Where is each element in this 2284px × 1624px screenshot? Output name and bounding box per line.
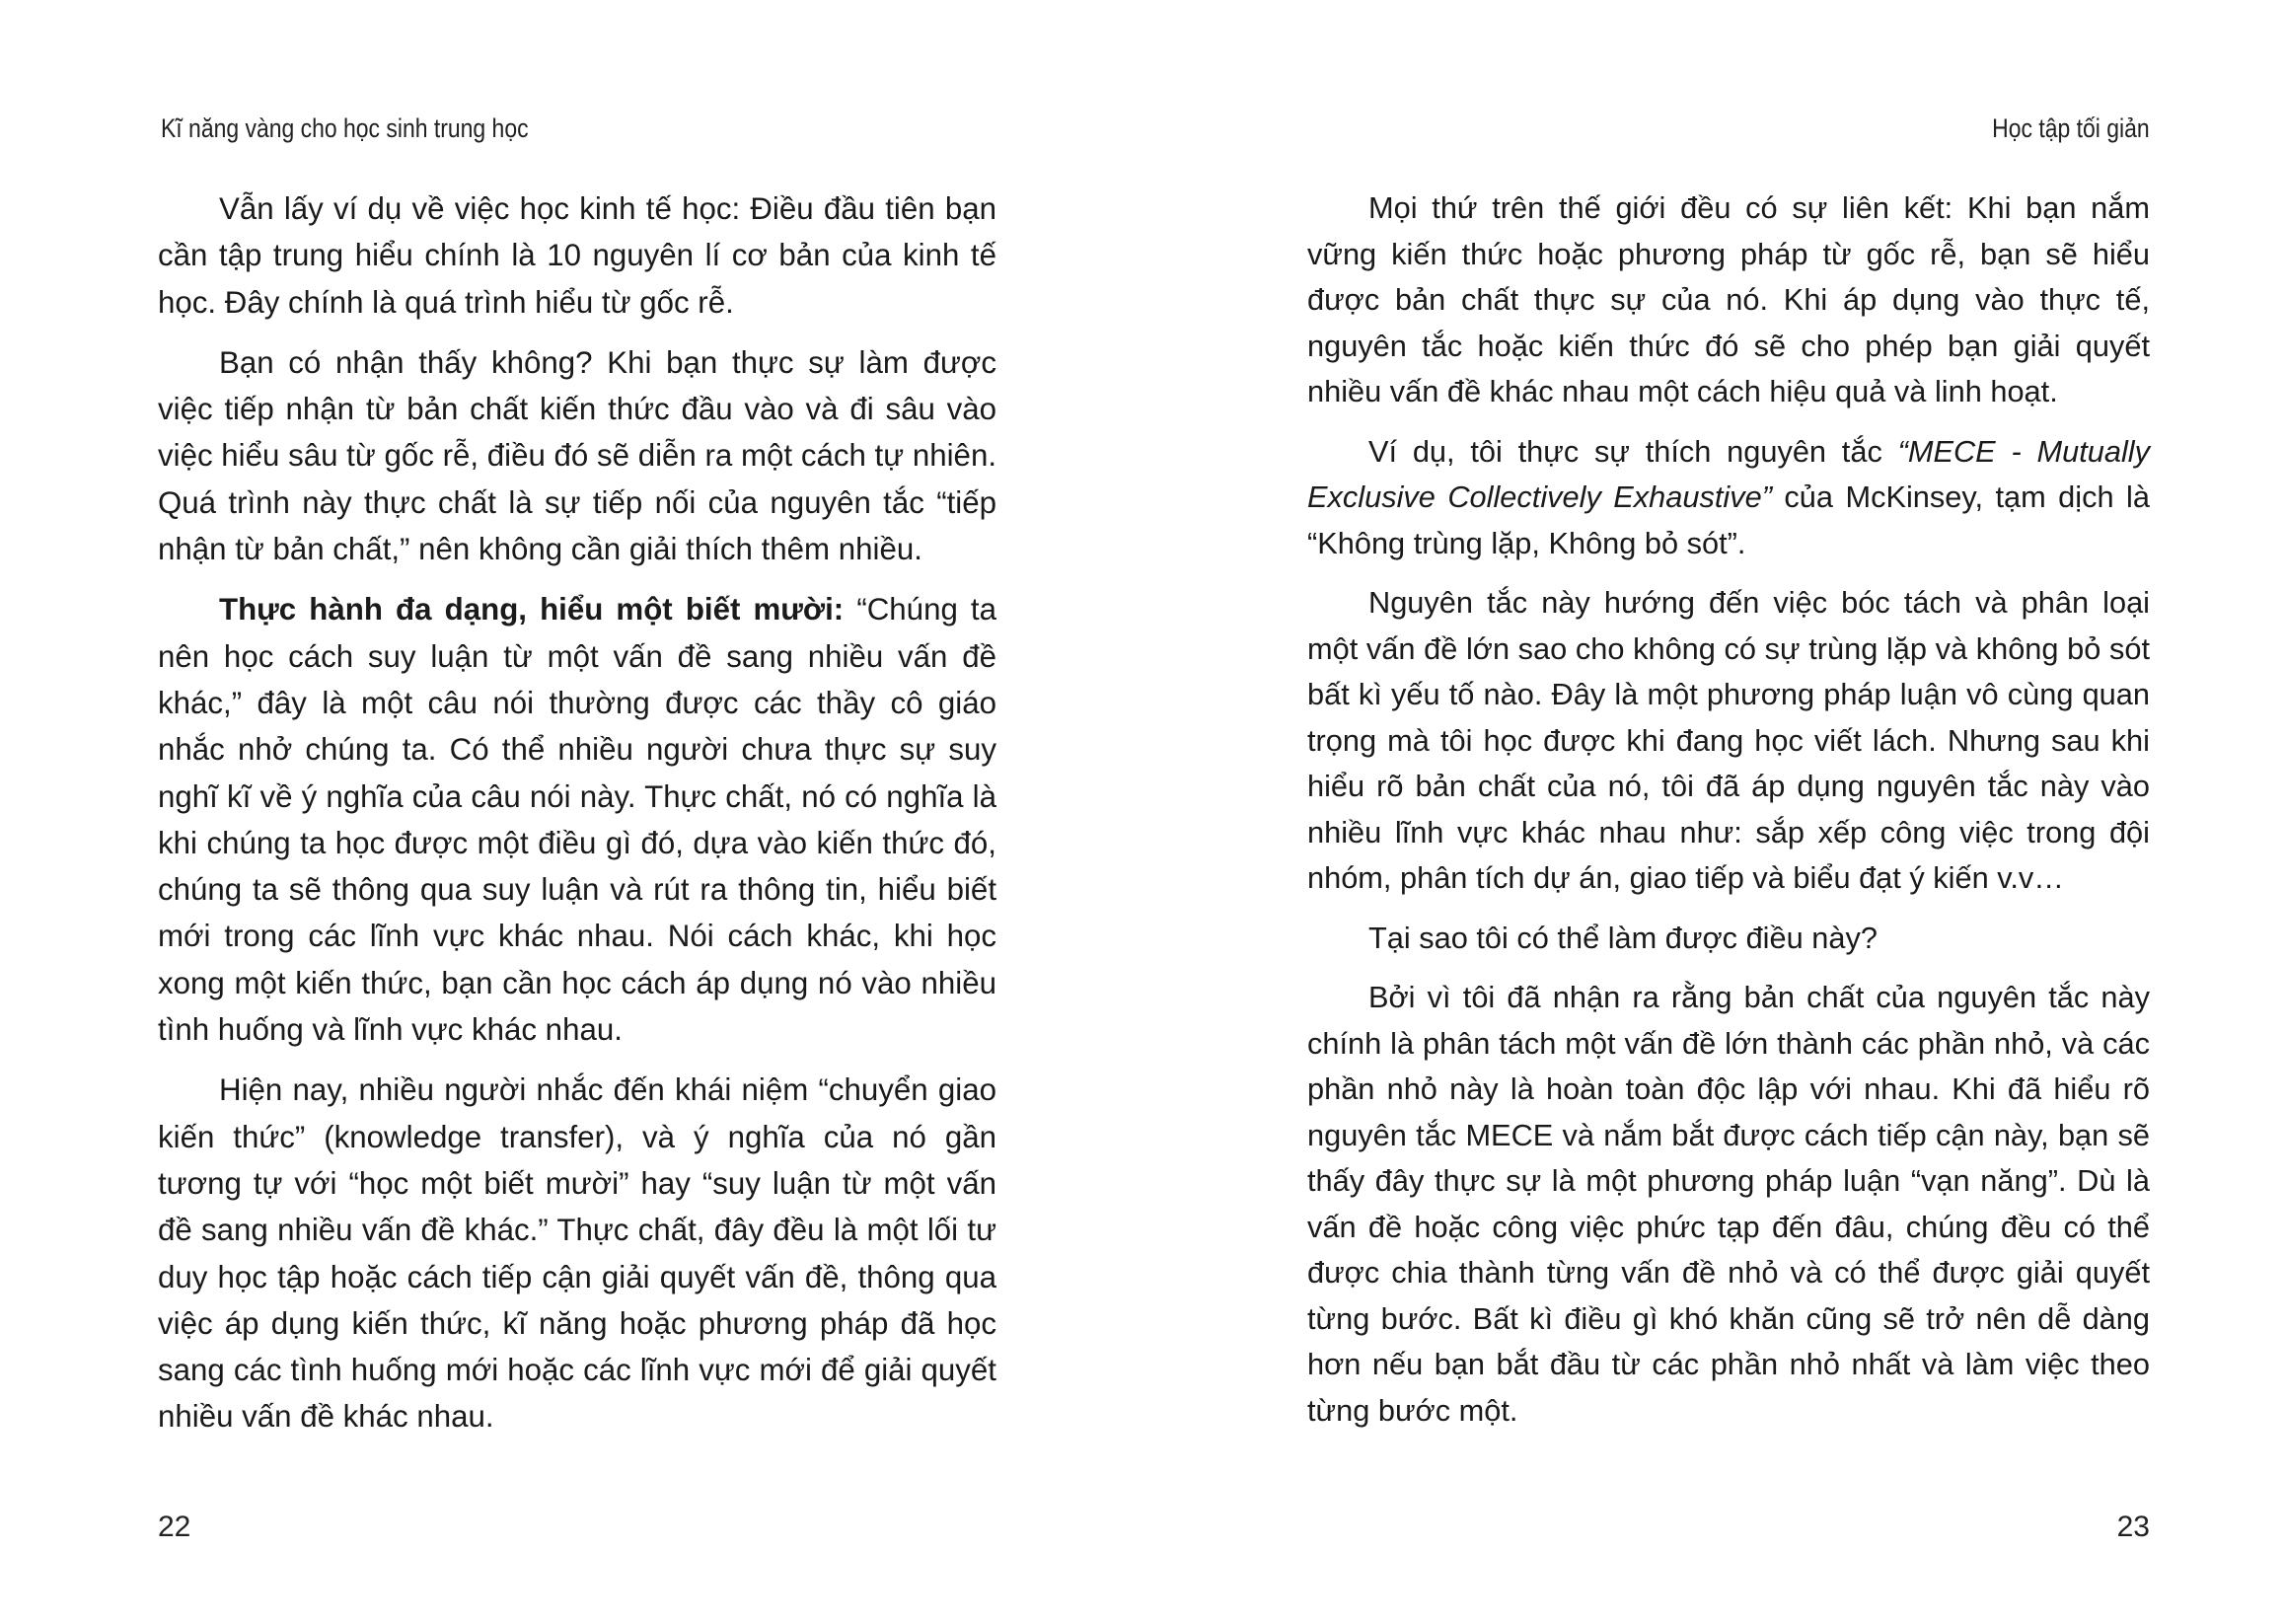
paragraph: Nguyên tắc này hướng đến việc bóc tách và phân loại một vấn đề lớn sao cho không có sự trùng lặp và không bỏ sót bất kì yếu tố nào. Đây là một phương pháp luận vô cùng quan trọng mà tôi học được khi đang học viết lách. Nhưng sau khi hiểu rõ bản chất của nó, tôi đã áp dụng nguyên tắc này vào nhiều lĩnh vực khác nhau như: sắp xếp công việc trong đội nhóm, phân tích dự án, giao tiếp và biểu đạt ý kiến v.v… <box>1307 585 2150 895</box>
page-number-right: 23 <box>2116 1511 2150 1543</box>
running-head-left: Kĩ năng vàng cho học sinh trung học <box>161 113 529 143</box>
paragraph: Mọi thứ trên thế giới đều có sự liên kết: Khi bạn nắm vững kiến thức hoặc phương pháp từ gốc rễ, bạn sẽ hiểu được bản chất thực sự của nó. Khi áp dụng vào thực tế, nguyên tắc hoặc kiến thức đó sẽ cho phép bạn giải quyết nhiều vấn đề khác nhau một cách hiệu quả và linh hoạt. <box>1307 190 2150 408</box>
paragraph-text: của McKinsey, tạm dịch là “Không trùng lặp, Không bỏ sót”. <box>1307 480 2150 560</box>
right-page <box>1142 0 2284 1624</box>
paragraph-text: “Chúng ta nên học cách suy luận từ một vấn đề sang nhiều vấn đề khác,” đây là một câu nói thường được các thầy cô giáo nhắc nhở chúng ta. Có thể nhiều người chưa thực sự suy nghĩ kĩ về ý nghĩa của câu nói này. Thực chất, nó có nghĩa là khi chúng ta học được một điều gì đó, dựa vào kiến thức đó, chúng ta sẽ thông qua suy luận và rút ra thông tin, hiểu biết mới trong các lĩnh vực khác nhau. Nói cách khác, khi học xong một kiến thức, bạn cần học cách áp dụng nó vào nhiều tình huống và lĩnh vực khác nhau. <box>158 592 996 1048</box>
paragraph-lead-in: Thực hành đa dạng, hiểu một biết mười: <box>219 592 845 627</box>
paragraph: Bởi vì tôi đã nhận ra rằng bản chất của nguyên tắc này chính là phân tách một vấn đề lớn thành các phần nhỏ, và các phần nhỏ này là hoàn toàn độc lập với nhau. Khi đã hiểu rõ nguyên tắc MECE và nắm bắt được cách tiếp cận này, bạn sẽ thấy đây thực sự là một phương pháp luận “vạn năng”. Dù là vấn đề hoặc công việc phức tạp đến đâu, chúng đều có thể được chia thành từng vấn đề nhỏ và có thể được giải quyết từng bước. Bất kì điều gì khó khăn cũng sẽ trở nên dễ dàng hơn nếu bạn bắt đầu từ các phần nhỏ nhất và làm việc theo từng bước một. <box>1307 980 2150 1428</box>
left-page-body <box>158 185 996 1454</box>
paragraph: Bạn có nhận thấy không? Khi bạn thực sự làm được việc tiếp nhận từ bản chất kiến thức đầu vào và đi sâu vào việc hiểu sâu từ gốc rễ, điều đó sẽ diễn ra một cách tự nhiên. Quá trình này thực chất là sự tiếp nối của nguyên tắc “tiếp nhận từ bản chất,” nên không cần giải thích thêm nhiều. <box>158 344 996 567</box>
mece-term: “MECE - Mutually Exclusive Collectively Exhaustive” <box>1307 433 2150 514</box>
paragraph <box>158 586 996 1053</box>
paragraph: Tại sao tôi có thể làm được điều này? <box>1368 920 1878 955</box>
page-number-left: 22 <box>158 1511 191 1543</box>
paragraph <box>1307 429 2150 567</box>
paragraph: Vẫn lấy ví dụ về việc học kinh tế học: Điều đầu tiên bạn cần tập trung hiểu chính là 10 nguyên lí cơ bản của kinh tế học. Đây chính là quá trình hiểu từ gốc rễ. <box>158 191 996 320</box>
running-head-right: Học tập tối giản <box>1992 113 2150 143</box>
paragraph-text: Ví dụ, tôi thực sự thích nguyên tắc <box>1368 433 1898 469</box>
paragraph: Hiện nay, nhiều người nhắc đến khái niệm “chuyển giao kiến thức” (knowledge transfer), và ý nghĩa của nó gần tương tự với “học một biết mười” hay “suy luận từ một vấn đề sang nhiều vấn đề khác.” Thực chất, đây đều là một lối tư duy học tập hoặc cách tiếp cận giải quyết vấn đề, thông qua việc áp dụng kiến thức, kĩ năng hoặc phương pháp đã học sang các tình huống mới hoặc các lĩnh vực mới để giải quyết nhiều vấn đề khác nhau. <box>158 1072 996 1435</box>
right-page-body <box>1307 185 2150 1447</box>
